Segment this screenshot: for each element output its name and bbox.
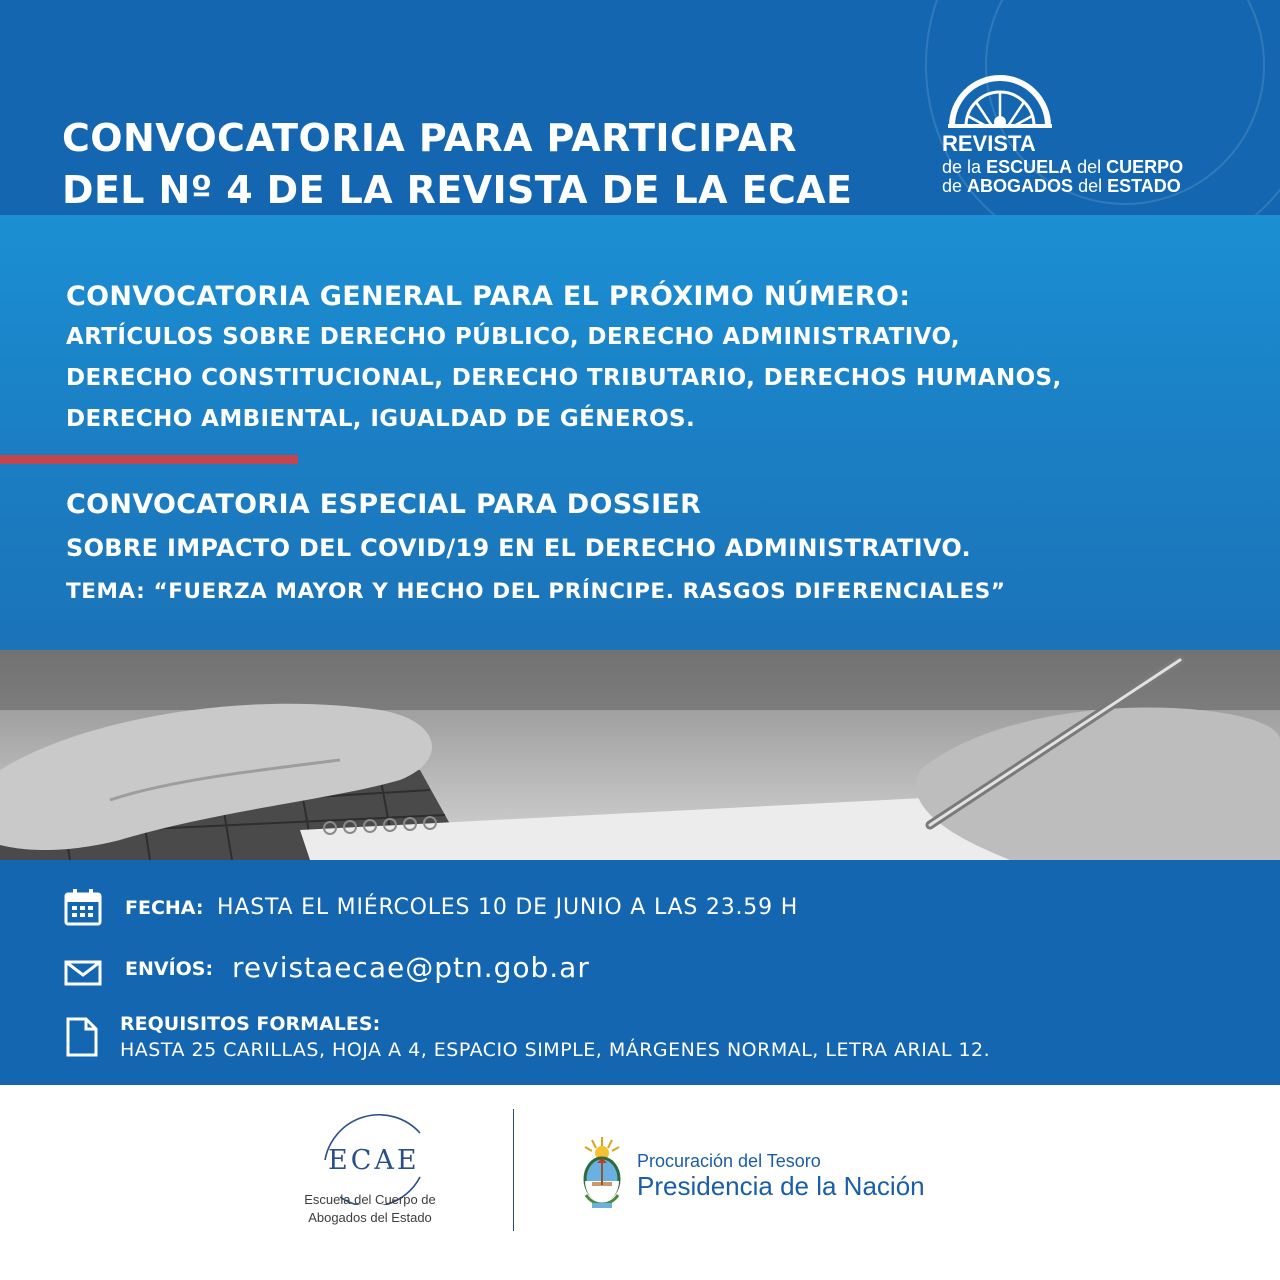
page-title (62, 112, 902, 215)
hands-writing-photo (0, 650, 1280, 860)
info-section (0, 860, 1280, 1085)
logo-subtitle: de la ESCUELA del CUERPO de ABOGADOS del ESTADO (942, 157, 1184, 196)
ecae-full-name: Escuela del Cuerpo de Abogados del Estado (304, 1192, 436, 1225)
general-topic-line: ARTÍCULOS SOBRE DERECHO PÚBLICO, DERECHO ADMINISTRATIVO, (66, 324, 961, 350)
call-details-section (0, 215, 1280, 650)
special-call-title: CONVOCATORIA ESPECIAL PARA DOSSIER (66, 489, 702, 520)
page-title-line1: CONVOCATORIA PARA PARTICIPAR (62, 116, 797, 160)
calendar-icon (64, 888, 102, 926)
envelope-icon (64, 960, 102, 986)
requisitos-label: REQUISITOS FORMALES: (120, 1013, 381, 1035)
fecha-value: HASTA EL MIÉRCOLES 10 DE JUNIO A LAS 23.59 H (217, 895, 799, 920)
ecae-letters: ECAE (328, 1145, 420, 1176)
arch-logo-icon (946, 68, 1054, 130)
ptn-name: Procuración del Tesoro (637, 1151, 821, 1171)
revista-logo (942, 68, 1242, 198)
general-call-title: CONVOCATORIA GENERAL PARA EL PRÓXIMO NÚMERO: (66, 281, 911, 312)
envios-email-link[interactable]: revistaecae@ptn.gob.ar (232, 951, 590, 984)
presidencia-name: Presidencia de la Nación (637, 1171, 925, 1201)
national-coat-of-arms-icon (580, 1135, 624, 1213)
requisitos-value: HASTA 25 CARILLAS, HOJA A 4, ESPACIO SIMPLE, MÁRGENES NORMAL, LETRA ARIAL 12. (120, 1039, 991, 1061)
general-topic-line: DERECHO CONSTITUCIONAL, DERECHO TRIBUTARIO, DERECHOS HUMANOS, (66, 365, 1062, 391)
footer-divider (513, 1109, 514, 1231)
page-title-line2: DEL Nº 4 DE LA REVISTA DE LA ECAE (62, 168, 853, 212)
general-topic-line: DERECHO AMBIENTAL, IGUALDAD DE GÉNEROS. (66, 406, 696, 432)
header-banner (0, 0, 1280, 215)
document-icon (66, 1017, 98, 1057)
fecha-label: FECHA: (125, 897, 204, 919)
general-call-topics (66, 317, 1246, 440)
section-divider (0, 455, 298, 464)
ecae-logo (300, 1105, 450, 1255)
special-call-subtitle: SOBRE IMPACTO DEL COVID/19 EN EL DERECHO ADMINISTRATIVO. (66, 534, 971, 562)
special-call-topic: TEMA: “FUERZA MAYOR Y HECHO DEL PRÍNCIPE. RASGOS DIFERENCIALES” (66, 579, 1006, 604)
envios-label: ENVÍOS: (125, 958, 214, 980)
footer-logos (0, 1085, 1280, 1280)
logo-revista-text: REVISTA (942, 131, 1036, 156)
